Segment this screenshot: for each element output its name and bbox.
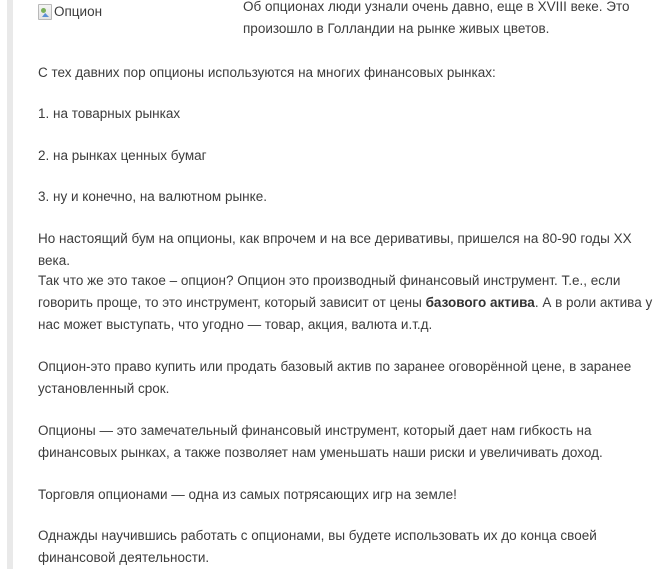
boom-paragraph: Но настоящий бум на опционы, как впрочем и на все деривативы, пришелся на 80-90 годы XX века. xyxy=(38,231,632,268)
base-asset-bold: базового актива xyxy=(425,295,535,310)
broken-image-icon xyxy=(38,4,52,20)
article-body xyxy=(38,0,664,565)
intro-block xyxy=(38,0,664,45)
benefits-paragraph: Опционы — это замечательный финансовый инструмент, который дает нам гибкость на финансовых рынках, а также позволяет нам уменьшать наши риски и увеличивать доход. xyxy=(38,423,603,460)
closing-paragraph: Однажды научившись работать с опционами, вы будете использовать их до конца своей финансовой деятельности. xyxy=(38,528,597,565)
definition-text-before: Так что же это такое – опцион? Опцион это производный финансовый инструмент. Т.е., если говорить проще, то это инструмент, который зависит от цены xyxy=(38,273,621,310)
game-paragraph: Торговля опционами — одна из самых потрясающих игр на земле! xyxy=(38,487,457,502)
image-alt-text: Опцион xyxy=(54,4,103,19)
definition-paragraph xyxy=(38,270,664,336)
option-image xyxy=(38,1,102,23)
market-item-3: 3. ну и конечно, на валютном рынке. xyxy=(38,189,267,204)
definition-text-after: . А в роли актива у нас может выступать, что угодно — товар, акция, валюта и.т.д. xyxy=(38,295,653,332)
market-item-2: 2. на рынках ценных бумаг xyxy=(38,148,207,163)
markets-intro-paragraph: С тех давних пор опционы используются на многих финансовых рынках: xyxy=(38,65,496,80)
blockquote-rule xyxy=(7,0,13,569)
option-right-paragraph: Опцион-это право купить или продать базовый актив по заранее оговорённой цене, в заранее установленный срок. xyxy=(38,359,632,396)
market-item-1: 1. на товарных рынках xyxy=(38,106,181,121)
intro-paragraph: Об опционах люди узнали очень давно, еще в XVIII веке. Это произошло в Голландии на рынке живых цветов. xyxy=(243,0,630,36)
